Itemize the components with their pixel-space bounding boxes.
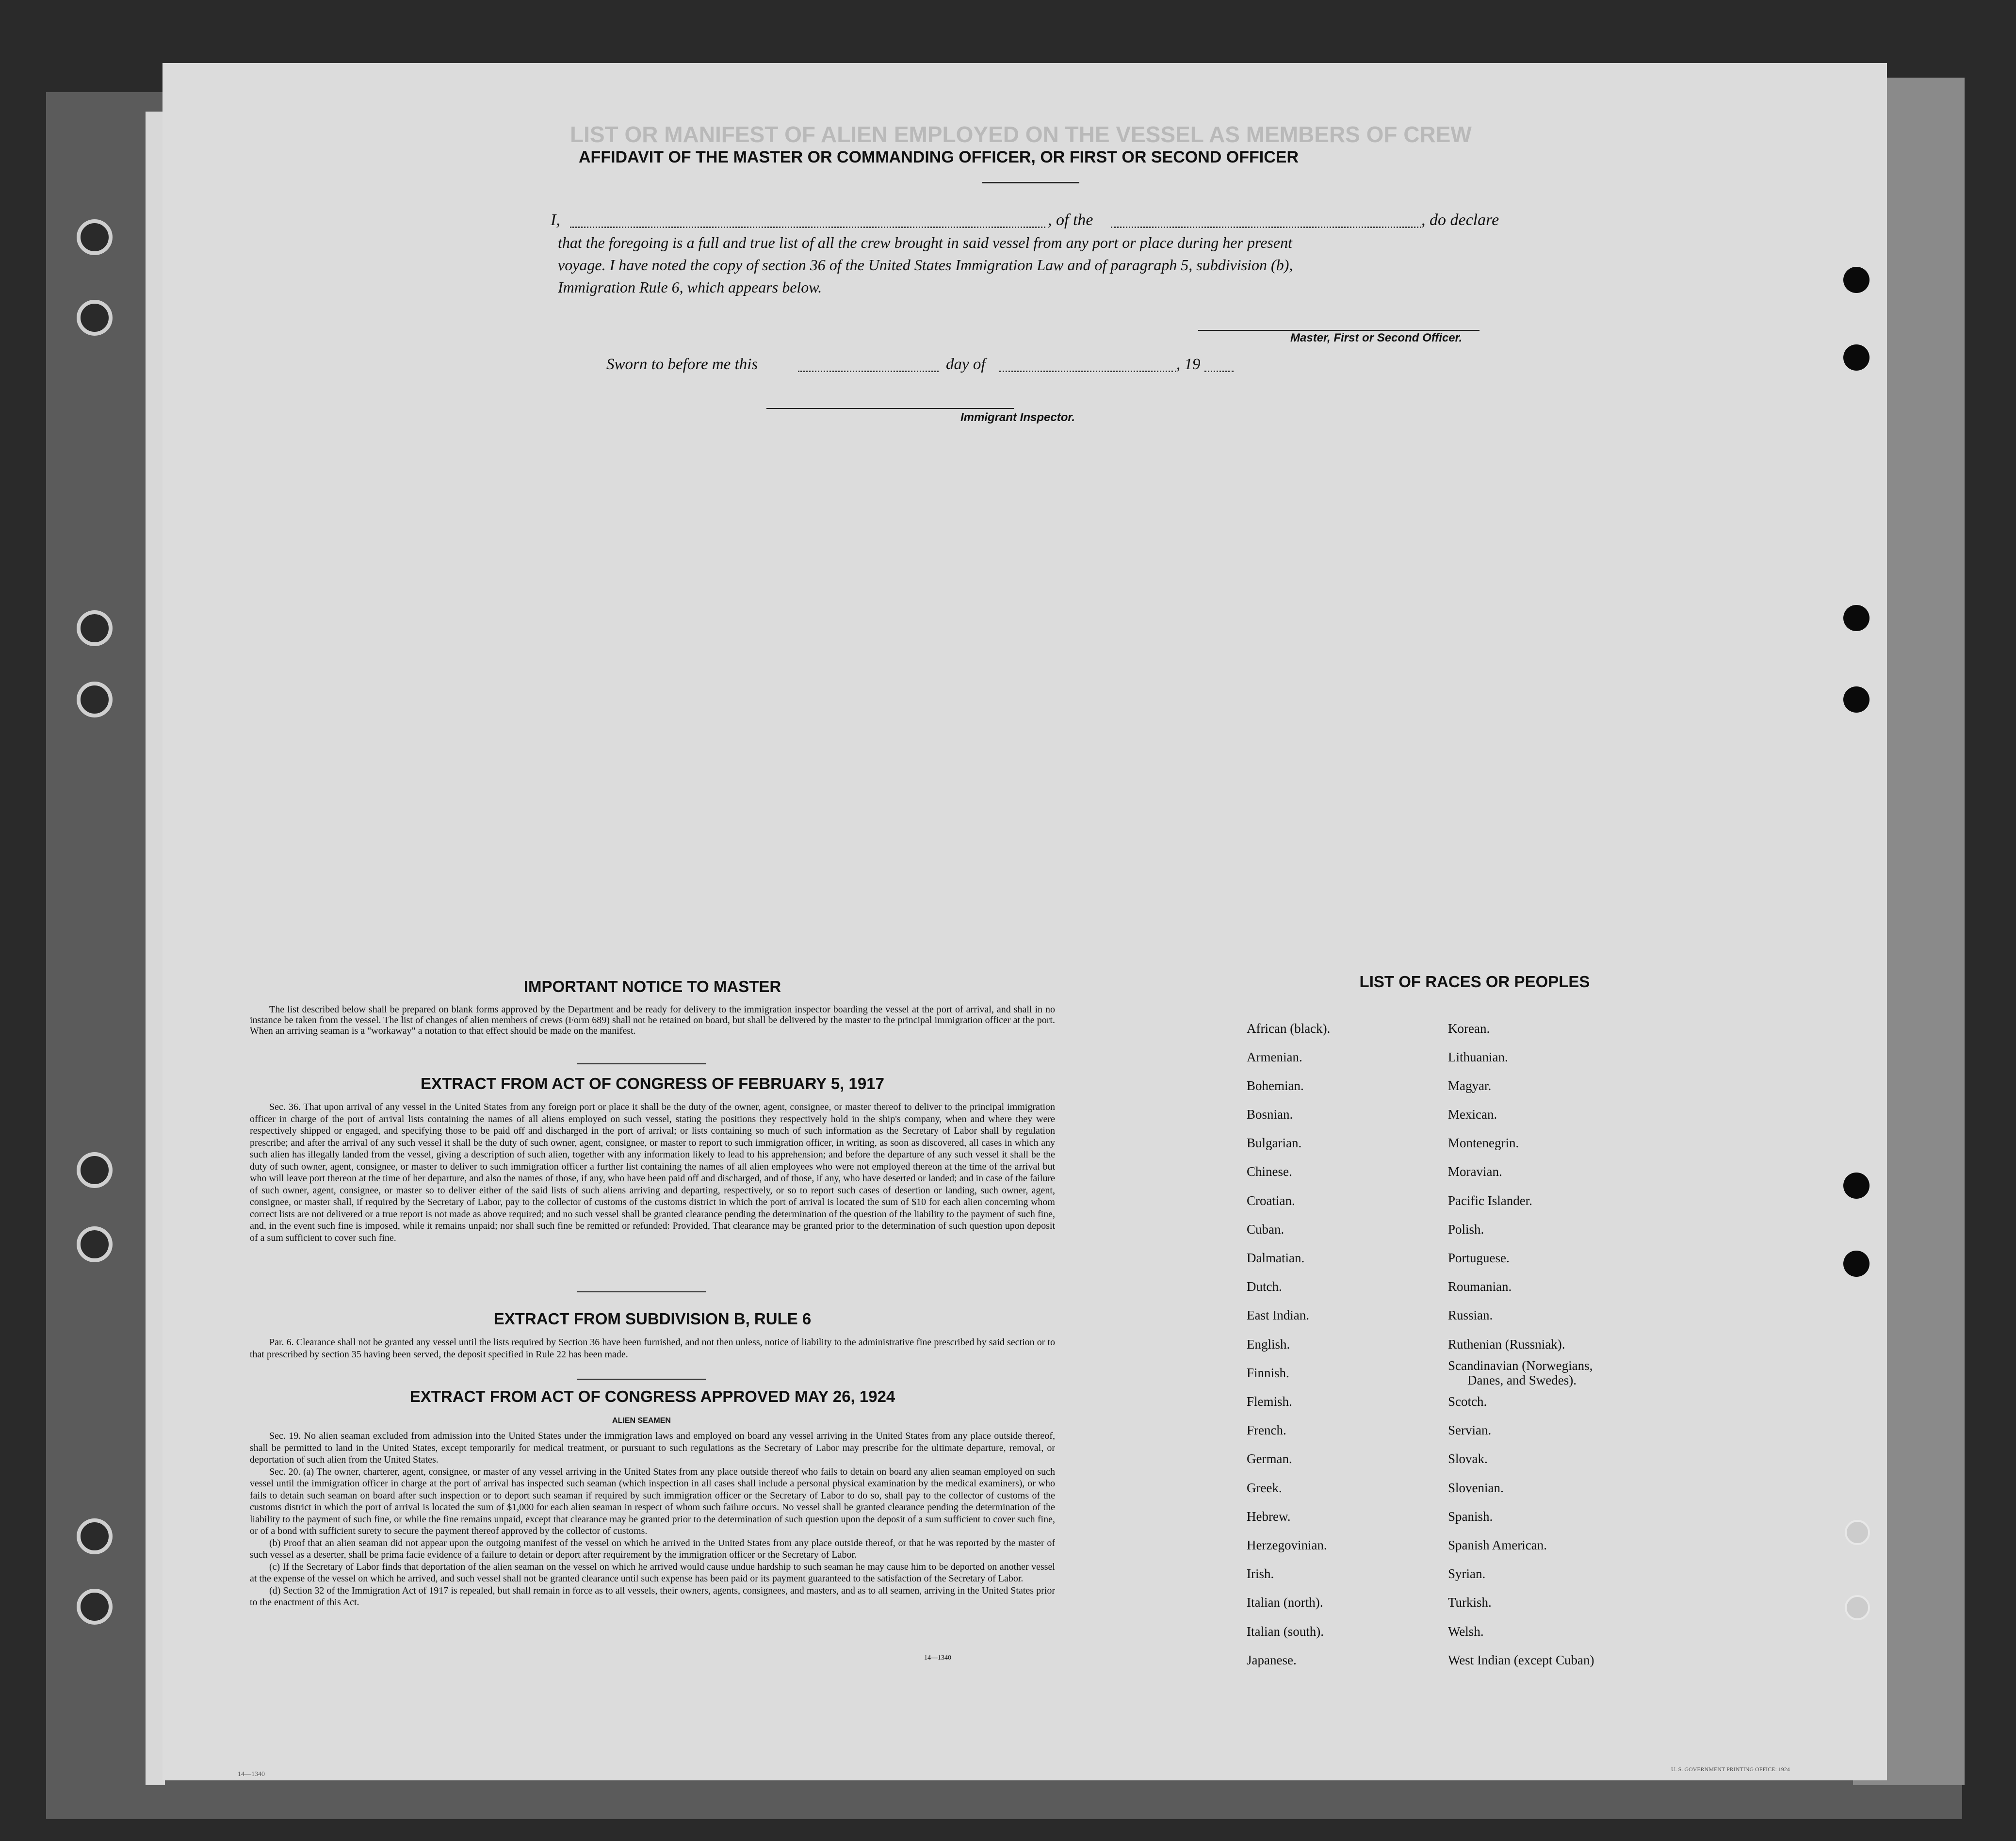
race-right-item: Roumanian. <box>1448 1279 1512 1294</box>
race-right-item: Servian. <box>1448 1423 1492 1437</box>
race-left-item: Irish. <box>1247 1566 1274 1581</box>
year-label: , 19 <box>1176 356 1201 373</box>
sworn-day-blank <box>798 371 939 372</box>
affidavit-title: AFFIDAVIT OF THE MASTER OR COMMANDING OFFICER, OR FIRST OR SECOND OFFICER <box>579 148 1299 166</box>
punch-hole <box>1843 1173 1870 1199</box>
binder-ring <box>77 610 113 646</box>
affidavit-text-line-3: Immigration Rule 6, which appears below. <box>558 278 822 296</box>
race-right-item: Montenegrin. <box>1448 1136 1519 1150</box>
punch-hole <box>1845 1520 1870 1545</box>
punch-hole <box>1843 605 1870 631</box>
race-left-item: Bohemian. <box>1247 1078 1304 1093</box>
race-right-item: Spanish. <box>1448 1509 1493 1524</box>
binder-ring <box>77 1152 113 1188</box>
form-number: 14—1340 <box>924 1654 951 1662</box>
divider <box>577 1063 706 1064</box>
race-left-item: African (black). <box>1247 1021 1331 1036</box>
races-title: LIST OF RACES OR PEOPLES <box>1359 973 1590 991</box>
extract-1924-sec20d: (d) Section 32 of the Immigration Act of 1917 is repealed, but shall remain in force as to all vessels, their owners, agents, consignees, and masters, and as to all seamen, arriving in the United States prior to the enactment of this Act. <box>250 1585 1055 1608</box>
race-left-item: Italian (south). <box>1247 1624 1324 1639</box>
race-left-item: Bulgarian. <box>1247 1136 1302 1150</box>
race-right-item: Lithuanian. <box>1448 1050 1508 1064</box>
bleed-through-header: LIST OR MANIFEST OF ALIEN EMPLOYED ON THE VESSEL AS MEMBERS OF CREW <box>570 122 1472 147</box>
race-right-item: Welsh. <box>1448 1624 1484 1639</box>
race-right-item: Turkish. <box>1448 1595 1492 1610</box>
footer-printer: U. S. GOVERNMENT PRINTING OFFICE: 1924 <box>1671 1766 1790 1773</box>
race-left-item: Cuban. <box>1247 1222 1284 1237</box>
punch-hole <box>1843 344 1870 371</box>
affidavit-do-declare: , do declare <box>1421 211 1499 229</box>
punch-hole <box>1843 267 1870 293</box>
race-left-item: Bosnian. <box>1247 1107 1293 1122</box>
race-right-item: Syrian. <box>1448 1566 1486 1581</box>
race-left-item: English. <box>1247 1337 1290 1352</box>
extract-1917-title: EXTRACT FROM ACT OF CONGRESS OF FEBRUARY 5, 1917 <box>421 1075 884 1092</box>
inspector-signature-label: Immigrant Inspector. <box>960 411 1075 424</box>
race-left-item: Armenian. <box>1247 1050 1302 1064</box>
binder-ring <box>77 1589 113 1625</box>
extract-1924-title: EXTRACT FROM ACT OF CONGRESS APPROVED MAY 26, 1924 <box>409 1387 895 1405</box>
race-left-item: Japanese. <box>1247 1653 1297 1667</box>
race-right-item: Moravian. <box>1448 1164 1502 1179</box>
race-right-item: Slovak. <box>1448 1451 1488 1466</box>
race-right-item-continued: Danes, and Swedes). <box>1467 1373 1577 1387</box>
race-right-item: Magyar. <box>1448 1078 1492 1093</box>
sworn-label: Sworn to before me this <box>606 356 758 373</box>
vessel-blank <box>1111 227 1421 228</box>
race-right-item: West Indian (except Cuban) <box>1448 1653 1594 1667</box>
extract-rule6-title: EXTRACT FROM SUBDIVISION B, RULE 6 <box>493 1310 812 1328</box>
left-page-edge <box>146 112 165 1785</box>
race-left-item: Flemish. <box>1247 1394 1292 1409</box>
extract-1924-sec20a: Sec. 20. (a) The owner, charterer, agent, consignee, or master of any vessel arriving in the United States from any place outside thereof who fails to detain on board any alien seaman employed on such vessel until the immigration officer in charge at the port of arrival has inspected such seaman (which inspection in all cases shall include a personal physical examination by the medical examiners), or who fails to detain such seaman on board after such inspection or to deport such seaman if required by such immigration officer or the Secretary of Labor to do so, shall pay to the collector of customs of the customs district in which the port of arrival is located the sum of $1,000 for each alien seaman in respect of whom such failure occurs. No vessel shall be granted clearance pending the determination of the liability to the payment of such fine, or while the fine remains unpaid, except that clearance may be granted prior to the determination of such question upon the deposit of a sum sufficient to cover such fine, or of a bond with sufficient surety to secure the payment thereof approved by the collector of customs. <box>250 1466 1055 1536</box>
binder-ring <box>77 1518 113 1554</box>
race-left-item: Dutch. <box>1247 1279 1282 1294</box>
inspector-signature-line <box>766 408 1014 409</box>
extract-1924-sec19: Sec. 19. No alien seaman excluded from admission into the United States under the immigration laws and employed on board any vessel arriving in the United States from any place outside thereof, shall be permitted to land in the United States, except temporarily for medical treatment, or pursuant to such regulations as the Secretary of Labor may prescribe for the ultimate departure, removal, or deportation of such alien from the United States. <box>250 1431 1055 1465</box>
master-signature-line <box>1198 330 1479 331</box>
race-left-item: Dalmatian. <box>1247 1251 1305 1265</box>
race-right-item: Russian. <box>1448 1308 1493 1322</box>
affidavit-of-the: , of the <box>1048 211 1093 229</box>
race-left-item: Chinese. <box>1247 1164 1292 1179</box>
race-right-item: Polish. <box>1448 1222 1484 1237</box>
punch-hole <box>1845 1595 1870 1620</box>
race-right-item: Mexican. <box>1448 1107 1497 1122</box>
binder-ring <box>77 219 113 255</box>
master-signature-label: Master, First or Second Officer. <box>1290 331 1463 344</box>
year-blank <box>1204 371 1234 372</box>
race-left-item: Hebrew. <box>1247 1509 1291 1524</box>
month-blank <box>999 371 1176 372</box>
extract-1924-sec20b: (b) Proof that an alien seaman did not appear upon the outgoing manifest of the vessel on which he arrived in the United States from any place outside thereof, or that he was reported by the master of such vessel as a deserter, shall be prima facie evidence of a failure to detain or deport after requirement by the immigration officer or the Secretary of Labor. <box>250 1537 1055 1560</box>
day-of-label: day of <box>946 356 986 373</box>
race-left-item: East Indian. <box>1247 1308 1309 1322</box>
race-right-item: Slovenian. <box>1448 1481 1504 1495</box>
race-right-item: Scandinavian (Norwegians, <box>1448 1358 1593 1373</box>
divider <box>577 1379 706 1380</box>
binder-ring <box>77 682 113 717</box>
name-blank <box>570 227 1045 228</box>
extract-1924-text <box>250 1430 1055 1609</box>
affidavit-text-line-2: voyage. I have noted the copy of section 36 of the United States Immigration Law and of paragraph 5, subdivision (b), <box>558 256 1293 274</box>
race-left-item: Finnish. <box>1247 1366 1289 1380</box>
notice-title: IMPORTANT NOTICE TO MASTER <box>523 978 781 995</box>
extract-rule6-text: Par. 6. Clearance shall not be granted any vessel until the lists required by Section 36 have been furnished, and not then unless, notice of liability to the administrative fine prescribed by said section or to that prescribed by section 35 having been served, the deposit specified in Rule 22 has been made. <box>250 1337 1055 1360</box>
race-right-item: Ruthenian (Russniak). <box>1448 1337 1565 1352</box>
divider <box>577 1291 706 1292</box>
race-right-item: Spanish American. <box>1448 1538 1547 1552</box>
race-left-item: German. <box>1247 1451 1292 1466</box>
affidavit-i-label: I, <box>551 211 560 229</box>
race-left-item: Croatian. <box>1247 1193 1295 1208</box>
race-right-item: Pacific Islander. <box>1448 1193 1532 1208</box>
binder-ring <box>77 1226 113 1262</box>
alien-seamen-subtitle: ALIEN SEAMEN <box>612 1417 671 1425</box>
notice-text: The list described below shall be prepared on blank forms approved by the Department and be ready for delivery to the immigration inspector boarding the vessel at the port of arrival, and shall in no instance be taken from the vessel. The list of changes of alien members of crews (Form 689) shall not be retained on board, but shall be delivered by the master to the principal immigration officer at the port. When an arriving seaman is a "workaway" a notation to that effect should be made on the manifest. <box>250 1004 1055 1036</box>
punch-hole <box>1843 686 1870 713</box>
race-left-item: Herzegovinian. <box>1247 1538 1327 1552</box>
race-left-item: Italian (north). <box>1247 1595 1323 1610</box>
footer-left-mark: 14—1340 <box>238 1771 265 1778</box>
manifest-page <box>163 63 1887 1780</box>
extract-1917-text: Sec. 36. That upon arrival of any vessel in the United States from any foreign port or place it shall be the duty of the owner, agent, consignee, or master thereof to deliver to the principal immigration officer in charge of the port of arrival lists containing the names of all aliens employed on such vessel, stating the positions they respectively hold in the ship's company, when and where they were respectively shipped or engaged, and specifying those to be paid off and discharged in the port of arrival; or lists containing so much of such information as the Secretary of Labor shall by regulation prescribe; and after the arrival of any such vessel it shall be the duty of such owner, agent, consignee, or master to report to such immigration officer, in writing, as soon as discovered, all cases in which any such alien has illegally landed from the vessel, giving a description of such alien, together with any information likely to lead to his apprehension; and before the departure of any such vessel it shall be the duty of such owner, agent, consignee, or master to deliver to such immigration officer a further list containing the names of all alien employees who were not employed thereon at the time of the arrival but who will leave port thereon at the time of her departure, and also the names of those, if any, who have been paid off and discharged, and of those, if any, who have deserted or landed; and in case of the failure of such owner, agent, consignee, or master so to deliver either of the said lists of such aliens arriving and departing, respectively, or so to report such cases of desertion or landing, such owner, agent, consignee, or master shall, if required by the Secretary of Labor, pay to the collector of customs of the customs district in which the port of arrival is located the sum of $10 for each alien concerning whom correct lists are not delivered or a true report is not made as above required; and no such vessel shall be granted clearance pending the determination of the question of the liability to the payment of such fine, and, in the event such fine is imposed, while it remains unpaid; nor shall such fine be remitted or refunded: Provided, That clearance may be granted prior to the determination of such question upon deposit of a sum sufficient to cover such fine. <box>250 1102 1055 1243</box>
binder-ring <box>77 300 113 336</box>
race-right-item: Korean. <box>1448 1021 1490 1036</box>
divider <box>982 182 1079 183</box>
race-right-item: Scotch. <box>1448 1394 1487 1409</box>
affidavit-text-line-1: that the foregoing is a full and true list of all the crew brought in said vessel from any port or place during her present <box>558 234 1292 251</box>
punch-hole <box>1843 1251 1870 1277</box>
race-right-item: Portuguese. <box>1448 1251 1510 1265</box>
race-left-item: French. <box>1247 1423 1286 1437</box>
race-left-item: Greek. <box>1247 1481 1282 1495</box>
extract-1924-sec20c: (c) If the Secretary of Labor finds that deportation of the alien seaman on the vessel on which he arrived would cause undue hardship to such seaman he may cause him to be deported on another vessel at the expense of the vessel on which he arrived, and such vessel shall not be granted clearance until such expense has been paid or its payment guaranteed to the satisfaction of the Secretary of Labor. <box>250 1561 1055 1584</box>
